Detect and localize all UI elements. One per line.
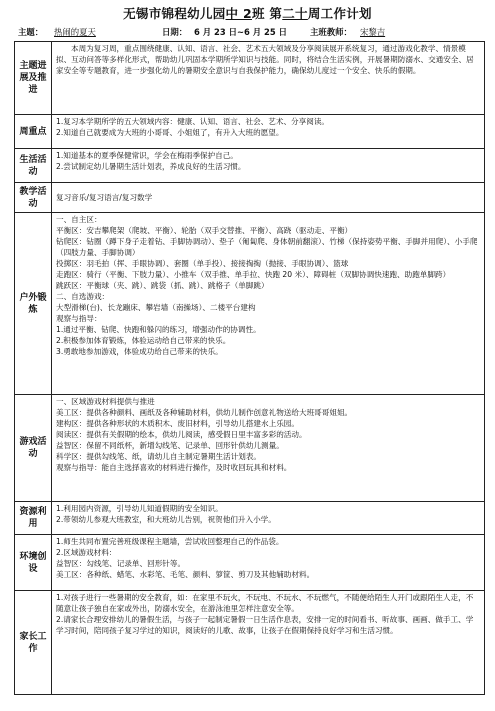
theme-label: 主题： <box>18 27 44 37</box>
class-name: 中 2 <box>225 6 252 21</box>
date-value: 6 月 23 日~6 月 25 日 <box>194 27 287 37</box>
row-teaching <box>15 183 485 213</box>
row-label: 环境创设 <box>15 535 52 591</box>
row-week-focus <box>15 115 485 149</box>
row-label: 周重点 <box>15 115 52 149</box>
row-content: 1.师生共同布置完善班级课程主题墙，尝试收回整理自己的作品袋。 2.区域游戏材料： 益智区：勾线笔、记录单、回形针等。 美工区：各种纸、蜡笔、水彩笔、毛笔、颜料、箩筐、剪刀及其他辅助材料。 <box>52 535 485 591</box>
row-outdoor <box>15 213 485 395</box>
row-resources <box>15 502 485 535</box>
row-games <box>15 395 485 502</box>
row-content: 本周为复习周，重点围绕健康、认知、语言、社会、艺术五大领域及分享阅读展开系统复习，通过游戏化教学、情景模拟、互动问答等多样化形式，帮助幼儿巩固本学期所学知识与技能。同时，将结合生活实例，开展暑期防溺水、交通安全、居家安全等专题教育，进一步强化幼儿的暑期安全意识与自我保护能力，确保幼儿度过一个安全、快乐的假期。 <box>52 42 485 115</box>
row-parents <box>15 591 485 695</box>
row-environment <box>15 535 485 591</box>
row-label: 教学活动 <box>15 183 52 213</box>
row-label: 游戏活动 <box>15 395 52 502</box>
row-label: 家长工作 <box>15 591 52 695</box>
date-label: 日期： <box>162 27 188 37</box>
title-prefix: 无锡市锦程幼儿园 <box>123 6 226 21</box>
teacher-label: 主班教师： <box>310 27 352 37</box>
theme-value: 热闹的夏天 <box>54 27 96 37</box>
row-content: 一、区域游戏材料提供与推进 美工区：提供各种颜料、画纸及各种辅助材料，供幼儿制作创意礼物送给大班哥哥姐姐。 建构区：提供各种形状的木质积木、废旧材料，引导幼儿搭建水上乐园。 阅读区：提供有关假期的绘本，供幼儿阅读，感受假日里丰富多彩的活动。 益智区：保留不同纸杯，新增勾线笔、记录单、回形针供幼儿测量。 科学区：提供勾线笔、纸，请幼儿自主制定暑期生活计划表。 观察与指导：能自主选择喜欢的材料进行操作，及时收回玩具和材料。 <box>52 395 485 502</box>
row-label: 户外锻炼 <box>15 213 52 395</box>
week-number: 二十 <box>282 6 308 21</box>
row-daily-life <box>15 149 485 183</box>
row-theme-progress <box>15 42 485 115</box>
page-title <box>0 4 495 22</box>
row-content: 复习音乐/复习语言/复习数学 <box>52 183 485 213</box>
teacher-value: 宋黎吉 <box>360 27 386 37</box>
row-label: 资源利用 <box>15 502 52 535</box>
title-mid: 班 第 <box>251 6 283 21</box>
title-suffix: 周工作计划 <box>307 6 372 21</box>
row-label: 生活活动 <box>15 149 52 183</box>
row-content: 一、自主区： 平衡区：安吉攀爬架（爬坡、平衡）、轮胎（双手交替推、平衡）、高跷（驱动走、平衡） 钻爬区：钻圈（蹲下身子走着钻、手脚协调动）、垫子（匍匐爬、身体朝前翻滚）、竹梯（保持姿势平衡、手脚并用爬）、小手爬（四肢力量、手脚协调） 投掷区：羽毛拍（挥、手眼协调）、套圈（单手投）、接接掏掏（抛接、手眼协调）、篮球 走跑区：骑行（平衡、下肢力量）、小推车（双手推、单手拉、快跑 20 米）、障碍桩（双脚协调快速跑、助跑单脚跨） 跳跃区：平衡球（夹、跳）、跳袋（抓、跳）、跳格子（单脚跳） 二、自选游戏： 大型滑梯(台)、长龙蹦床、攀岩墙（南操场）、二楼平台建构 观察与指导： 1.通过平衡、钻爬、快跑和躲闪的练习，增强动作的协调性。 2.积极参加体育锻炼，体验运动给自己带来的快乐。 3.勇敢地参加游戏，体验成功给自己带来的快乐。 <box>52 213 485 395</box>
row-label: 主题进展及推进 <box>15 42 52 115</box>
row-content: 1.知道基本的夏季保健常识，学会在梅雨季保护自己。 2.尝试制定幼儿暑期生活计划表，养成良好的生活习惯。 <box>52 149 485 183</box>
row-content: 1.对孩子进行一些暑期的安全教育，如：在家里不玩火，不玩电、不玩水、不玩燃气，不随便给陌生人开门或跟陌生人走，不随意让孩子独自在家或外出，防溺水安全，在游泳池里怎样注意安全等。 2.请家长合理安排幼儿的暑假生活，与孩子一起制定暑假一日生活作息表，安排一定的时间看书、听故事、画画、做手工、学学习时间，陪同孩子复习学过的知识，阅读好的儿歌、故事，让孩子在假期保持良好学习和生活习惯。 <box>52 591 485 695</box>
row-content: 1.复习本学期所学的五大领域内容：健康、认知、语言、社会、艺术、分享阅读。 2.知道自己就要成为大班的小哥哥、小姐姐了，有升入大班的愿望。 <box>52 115 485 149</box>
row-content: 1.利用园内资源，引导幼儿知道假期的安全知识。 2.带领幼儿参观大班教室，和大班幼儿告别，祝贺他们升入小学。 <box>52 502 485 535</box>
plan-meta <box>14 26 484 40</box>
plan-table <box>14 41 485 695</box>
